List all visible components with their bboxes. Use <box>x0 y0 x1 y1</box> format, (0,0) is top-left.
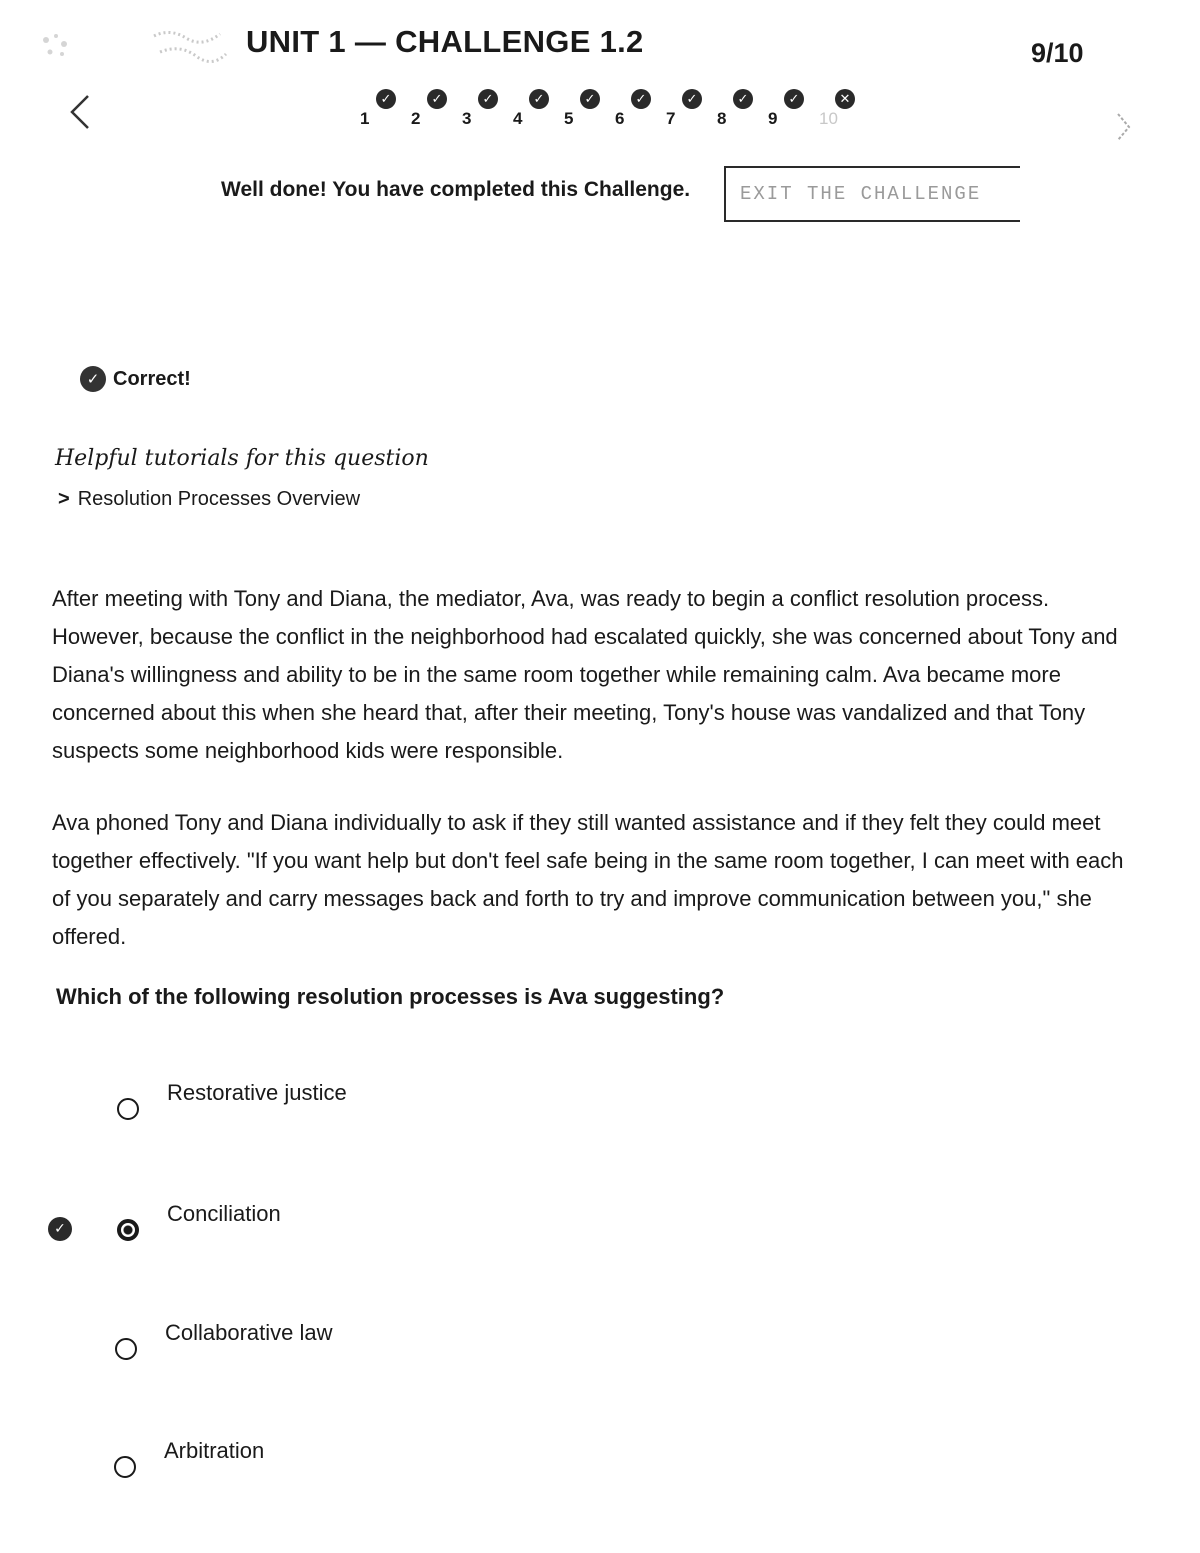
answer-option[interactable] <box>114 1438 714 1488</box>
tutorial-link[interactable] <box>58 488 360 511</box>
question-nav-item[interactable] <box>564 89 610 137</box>
question-nav-item[interactable] <box>360 89 406 137</box>
check-circle-icon: ✓ <box>80 366 106 392</box>
question-nav-item[interactable] <box>717 89 763 137</box>
next-question-button[interactable] <box>1114 110 1132 150</box>
option-label: Arbitration <box>164 1438 265 1463</box>
check-circle-icon: ✓ <box>784 89 804 109</box>
question-number: 7 <box>666 109 676 128</box>
answer-option[interactable] <box>117 1201 717 1251</box>
question-nav-item[interactable] <box>462 89 508 137</box>
question-nav-item[interactable] <box>819 89 865 137</box>
check-circle-icon: ✓ <box>529 89 549 109</box>
check-circle-icon: ✓ <box>376 89 396 109</box>
completion-message: Well done! You have completed this Challenge. <box>221 178 691 201</box>
check-circle-icon: ✓ <box>631 89 651 109</box>
question-nav-item[interactable] <box>615 89 661 137</box>
passage-paragraph: After meeting with Tony and Diana, the mediator, Ava, was ready to begin a conflict resolution process. However, because the conflict in the neighborhood had escalated quickly, she was concerned about Tony and Diana's willingness and ability to be in the same room together while remaining calm. Ava became more concerned about this when she heard that, after their meeting, Tony's house was vandalized and that Tony suspects some neighborhood kids were responsible. <box>52 586 1118 763</box>
question-nav-item[interactable] <box>768 89 814 137</box>
option-label: Conciliation <box>167 1201 281 1226</box>
chevron-left-icon <box>66 92 92 132</box>
question-number: 9 <box>768 109 778 128</box>
question-number: 5 <box>564 109 574 128</box>
option-label: Collaborative law <box>165 1320 333 1345</box>
exit-challenge-button[interactable]: EXIT THE CHALLENGE <box>724 166 1020 222</box>
answer-option[interactable] <box>117 1080 717 1130</box>
check-circle-icon: ✓ <box>478 89 498 109</box>
x-circle-icon: ✕ <box>835 89 855 109</box>
question-nav-item[interactable] <box>666 89 712 137</box>
answer-option[interactable] <box>115 1320 715 1370</box>
score-indicator: 9/10 <box>1031 38 1084 68</box>
question-number: 8 <box>717 109 727 128</box>
tutorials-heading: Helpful tutorials for this question <box>55 446 429 471</box>
correct-answer-check-icon: ✓ <box>48 1217 72 1241</box>
challenge-title: UNIT 1 — CHALLENGE 1.2 <box>246 24 644 59</box>
radio-button[interactable] <box>117 1098 139 1120</box>
question-nav-item[interactable] <box>513 89 559 137</box>
question-nav-item[interactable] <box>411 89 457 137</box>
result-label: Correct! <box>113 368 191 390</box>
brand-logo-icon <box>150 26 230 68</box>
passage-paragraph: Ava phoned Tony and Diana individually to ask if they still wanted assistance and if they felt they could meet together effectively. "If you want help but don't feel safe being in the same room together, I can meet with each of you separately and carry messages back and forth to try and improve communication between you," she offered. <box>52 810 1124 949</box>
question-number: 2 <box>411 109 421 128</box>
logo-icon <box>38 30 74 60</box>
question-number: 4 <box>513 109 523 128</box>
option-label: Restorative justice <box>167 1080 347 1105</box>
check-circle-icon: ✓ <box>733 89 753 109</box>
question-prompt: Which of the following resolution processes is Ava suggesting? <box>56 984 725 1009</box>
radio-button[interactable] <box>114 1456 136 1478</box>
question-number: 1 <box>360 109 370 128</box>
question-number: 6 <box>615 109 625 128</box>
check-circle-icon: ✓ <box>580 89 600 109</box>
question-number: 10 <box>819 109 838 128</box>
question-number: 3 <box>462 109 472 128</box>
radio-button[interactable] <box>115 1338 137 1360</box>
tutorial-link-label: Resolution Processes Overview <box>77 488 361 510</box>
check-circle-icon: ✓ <box>682 89 702 109</box>
chevron-right-icon: > <box>58 488 70 510</box>
radio-button-selected[interactable] <box>117 1219 139 1241</box>
chevron-right-icon <box>1114 110 1132 144</box>
previous-question-button[interactable] <box>66 92 92 140</box>
check-circle-icon: ✓ <box>427 89 447 109</box>
